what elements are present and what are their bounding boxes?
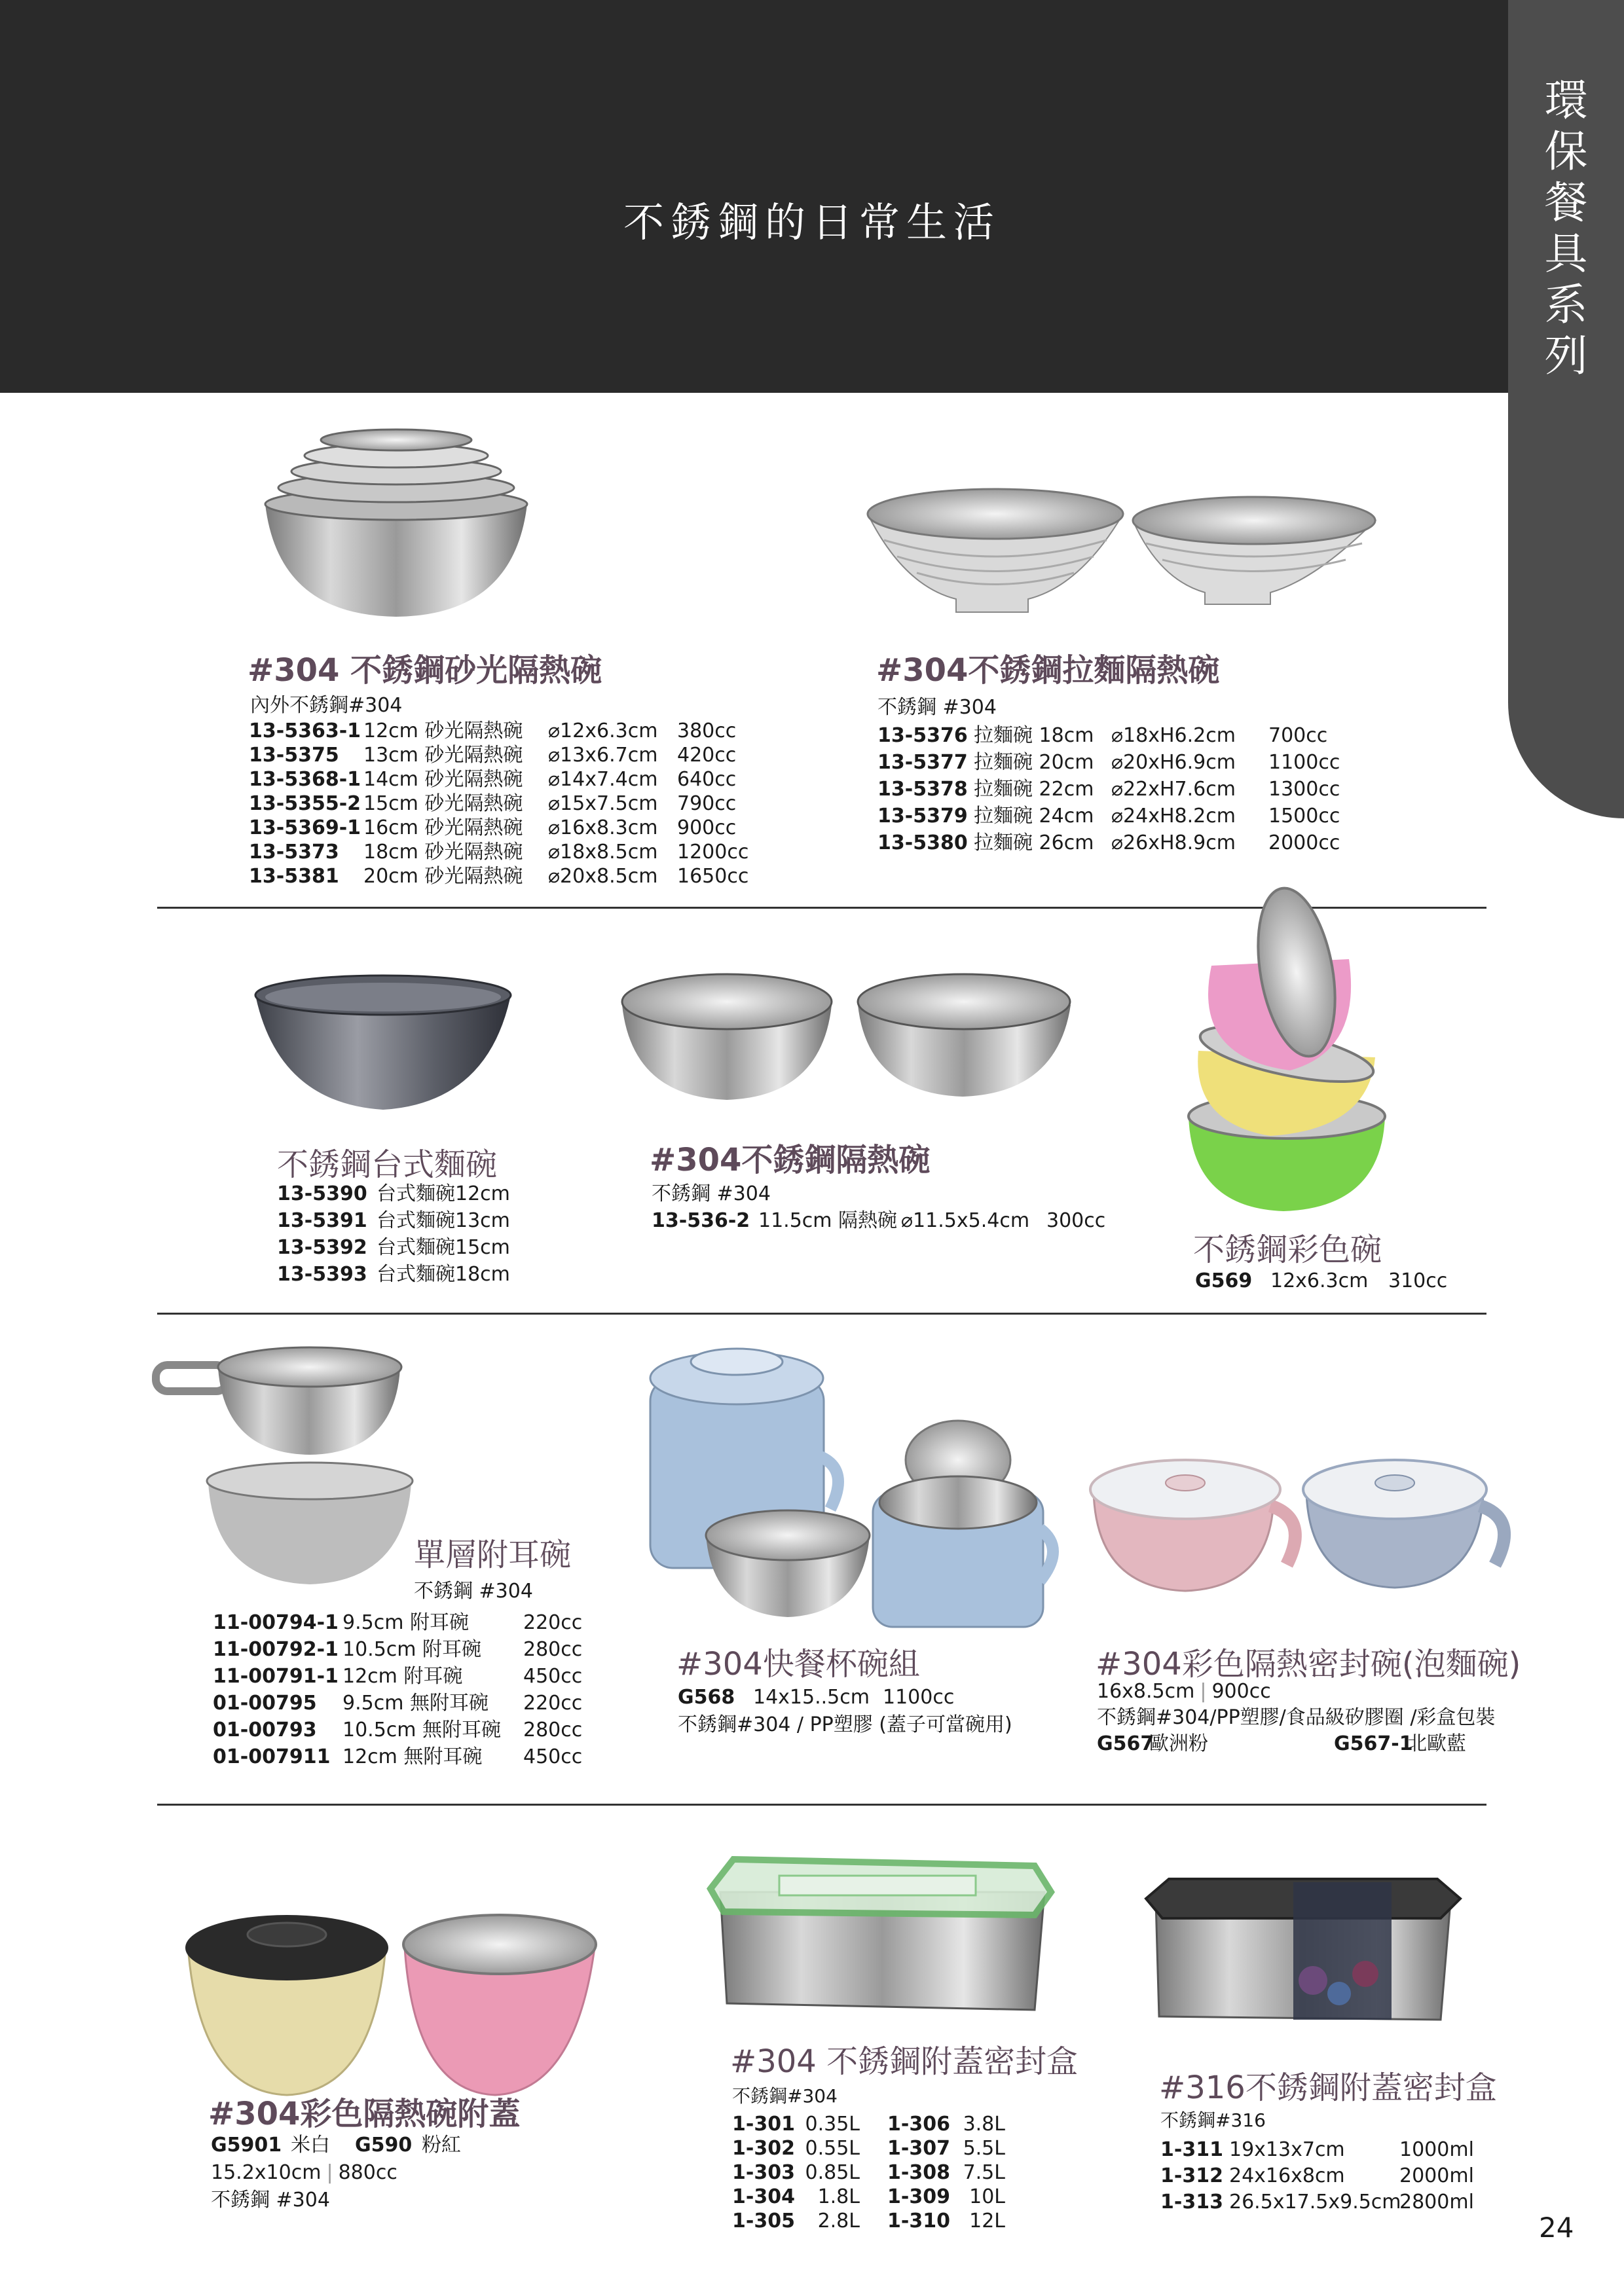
- spec-separator: |: [326, 2161, 333, 2184]
- spec-row: [877, 803, 1340, 829]
- spec-code: 1-304: [732, 2185, 795, 2208]
- spec-row: [249, 792, 748, 816]
- spec-capacity: 280cc: [523, 1719, 583, 1741]
- spec-row: [1097, 1705, 1495, 1731]
- box-304-title: #304 不銹鋼附蓋密封盒: [730, 2043, 1079, 2080]
- spec-code: 1-302: [732, 2137, 795, 2160]
- spec-name: 12cm 砂光隔熱碗: [363, 720, 523, 742]
- spec-code: 1-308: [887, 2161, 950, 2184]
- spec-capacity: 1500cc: [1268, 805, 1340, 828]
- taiwan-bowl-title: 不銹鋼台式麵碗: [277, 1146, 498, 1183]
- spec-capacity: 1100cc: [1268, 751, 1340, 774]
- spec-row: [887, 2185, 1005, 2209]
- box-304-image: [707, 1853, 1054, 2013]
- spec-size: ⌀26xH8.9cm: [1111, 831, 1236, 854]
- spec-code: 11-00792-1: [213, 1638, 339, 1661]
- spec-row: [213, 1609, 582, 1636]
- spec-name: 拉麵碗 26cm: [974, 831, 1094, 854]
- spec-capacity: 10L: [969, 2185, 1005, 2208]
- spec-capacity: 220cc: [523, 1611, 583, 1634]
- spec-row: [1160, 2137, 1474, 2163]
- box-304-spec-left: [732, 2112, 860, 2233]
- color-bowl-spec: [1195, 1269, 1447, 1293]
- spec-size: 16x8.5cm: [1097, 1680, 1195, 1703]
- spec-capacity: 450cc: [523, 1745, 583, 1768]
- spec-size: ⌀13x6.7cm: [548, 744, 658, 767]
- spec-name: 台式麵碗12cm: [377, 1182, 510, 1205]
- spec-size: ⌀14x7.4cm: [548, 768, 658, 791]
- spec-row: [249, 743, 748, 767]
- spec-capacity: 0.55L: [805, 2137, 860, 2160]
- spec-code: 13-5377: [877, 751, 968, 774]
- spec-code: 11-00794-1: [213, 1611, 339, 1634]
- spec-name: 10.5cm 無附耳碗: [342, 1719, 502, 1741]
- spec-name: 18cm 砂光隔熱碗: [363, 841, 523, 864]
- spec-capacity: 380cc: [677, 720, 737, 742]
- spec-code: 1-309: [887, 2185, 950, 2208]
- spec-capacity: 0.35L: [805, 2113, 860, 2136]
- spec-row: [1160, 2163, 1474, 2189]
- spec-material: 不銹鋼#304/PP塑膠/食品級矽膠圈 /彩盒包裝: [1097, 1706, 1496, 1729]
- spec-name: 拉麵碗 22cm: [974, 778, 1094, 801]
- spec-capacity: 3.8L: [963, 2113, 1005, 2136]
- spec-row: [678, 1711, 1012, 1739]
- spec-size: 14x15..5cm: [753, 1686, 870, 1709]
- spec-row: [732, 2185, 860, 2209]
- spec-row: [732, 2209, 860, 2233]
- ear-bowl-title: 單層附耳碗: [414, 1537, 572, 1573]
- spec-row: [887, 2112, 1005, 2136]
- spec-capacity: 790cc: [677, 792, 737, 815]
- ear-bowl-image: [153, 1329, 421, 1591]
- spec-name: 拉麵碗 24cm: [974, 805, 1094, 828]
- spec-row: [249, 840, 748, 864]
- spec-capacity: 640cc: [677, 768, 737, 791]
- spec-code: 11-00791-1: [213, 1665, 339, 1688]
- spec-row: [877, 776, 1340, 803]
- spec-size: 24x16x8cm: [1229, 2164, 1345, 2187]
- spec-code: G569: [1195, 1269, 1253, 1292]
- spec-code: 1-305: [732, 2210, 795, 2232]
- spec-capacity: 300cc: [1046, 1209, 1106, 1232]
- spec-code: 01-00795: [213, 1692, 317, 1715]
- spec-capacity: 1650cc: [677, 865, 749, 888]
- spec-capacity: 2000ml: [1399, 2164, 1474, 2187]
- spec-size: 19x13x7cm: [1229, 2138, 1345, 2161]
- spec-code: 1-313: [1160, 2191, 1223, 2214]
- spec-size: ⌀16x8.3cm: [548, 816, 658, 839]
- spec-variant: 粉紅: [422, 2134, 461, 2157]
- spec-row: [249, 767, 748, 792]
- spec-code: 13-5393: [277, 1263, 367, 1286]
- spec-code: 13-5378: [877, 778, 968, 801]
- spec-code: 1-303: [732, 2161, 795, 2184]
- spec-size: ⌀22xH7.6cm: [1111, 778, 1236, 801]
- side-tab-text: 環保餐具系列: [1544, 75, 1588, 381]
- spec-code: 01-00793: [213, 1719, 317, 1741]
- insulated-bowl-material: 不銹鋼 #304: [652, 1182, 771, 1205]
- spec-row: [249, 816, 748, 840]
- spec-row: [1097, 1731, 1495, 1757]
- spec-variant: 歐洲粉: [1149, 1732, 1208, 1755]
- spec-row: [732, 2160, 860, 2185]
- spec-capacity: 1000ml: [1399, 2138, 1474, 2161]
- ramen-bowl-image: [864, 488, 1382, 619]
- spec-name: 13cm 砂光隔熱碗: [363, 744, 523, 767]
- spec-row: [277, 1207, 510, 1234]
- spec-row: [213, 1636, 582, 1663]
- spec-capacity: 2.8L: [817, 2210, 860, 2232]
- spec-row: [887, 2209, 1005, 2233]
- ramen-bowl-material: 不銹鋼 #304: [877, 696, 997, 719]
- spec-capacity: 900cc: [1211, 1680, 1271, 1703]
- spec-code: 13-5369-1: [249, 816, 361, 839]
- spec-code: 13-5368-1: [249, 768, 361, 791]
- spec-row: [1160, 2189, 1474, 2215]
- spec-row: [678, 1684, 1012, 1711]
- taiwan-bowl-image: [252, 972, 514, 1116]
- insulated-bowl-spec-list: [652, 1209, 1105, 1233]
- spec-material: 不銹鋼 #304: [211, 2189, 330, 2212]
- spec-size: ⌀18x8.5cm: [548, 841, 658, 864]
- spec-name: 拉麵碗 18cm: [974, 724, 1094, 747]
- spec-size: ⌀12x6.3cm: [548, 720, 658, 742]
- box-316-spec-list: [1160, 2137, 1474, 2215]
- spec-code: 13-5363-1: [249, 720, 361, 742]
- spec-code: G5901: [211, 2134, 282, 2157]
- spec-size: 15.2x10cm: [211, 2161, 322, 2184]
- spec-name: 10.5cm 附耳碗: [342, 1638, 482, 1661]
- spec-name: 台式麵碗18cm: [377, 1263, 510, 1286]
- spec-row: [277, 1234, 510, 1261]
- spec-code: 1-307: [887, 2137, 950, 2160]
- spec-row: [887, 2160, 1005, 2185]
- spec-code: 13-5375: [249, 744, 339, 767]
- spec-capacity: 700cc: [1268, 724, 1328, 747]
- spec-capacity: 220cc: [523, 1692, 583, 1715]
- spec-size: ⌀20x8.5cm: [548, 865, 658, 888]
- spec-capacity: 1.8L: [817, 2185, 860, 2208]
- spec-code: 13-5380: [877, 831, 968, 854]
- ramen-bowl-spec-list: [877, 722, 1340, 856]
- spec-name: 9.5cm 無附耳碗: [342, 1692, 489, 1715]
- taiwan-bowl-spec-list: [277, 1180, 510, 1288]
- spec-code: 13-5373: [249, 841, 339, 864]
- sand-bowl-spec-list: [249, 719, 748, 888]
- page-title: 不銹鋼的日常生活: [623, 198, 1001, 246]
- spec-capacity: 0.85L: [805, 2161, 860, 2184]
- spec-capacity: 310cc: [1388, 1269, 1448, 1292]
- spec-capacity: 280cc: [523, 1638, 583, 1661]
- box-316-title: #316不銹鋼附蓋密封盒: [1159, 2069, 1497, 2106]
- spec-variant: 北歐藍: [1407, 1732, 1466, 1755]
- spec-capacity: 2000cc: [1268, 831, 1340, 854]
- spec-capacity: 1100cc: [883, 1686, 955, 1709]
- spec-capacity: 450cc: [523, 1665, 583, 1688]
- spec-code: 01-007911: [213, 1745, 331, 1768]
- side-tab-label: [1508, 75, 1624, 382]
- spec-code: G567: [1097, 1732, 1154, 1755]
- spec-row: [213, 1743, 582, 1770]
- spec-size: ⌀24xH8.2cm: [1111, 805, 1236, 828]
- spec-code: 1-310: [887, 2210, 950, 2232]
- spec-name: 9.5cm 附耳碗: [342, 1611, 469, 1634]
- spec-code: 13-5376: [877, 724, 968, 747]
- spec-name: 12cm 附耳碗: [342, 1665, 463, 1688]
- spec-name: 20cm 砂光隔熱碗: [363, 865, 523, 888]
- spec-capacity: 12L: [969, 2210, 1005, 2232]
- cup-bowl-set-spec: [678, 1684, 1012, 1739]
- sealed-bowl-image: [1084, 1447, 1509, 1597]
- sealed-bowl-title: #304彩色隔熱密封碗(泡麵碗): [1096, 1646, 1521, 1683]
- spec-name: 拉麵碗 20cm: [974, 751, 1094, 774]
- spec-code: 13-5355-2: [249, 792, 361, 815]
- spec-name: 11.5cm 隔熱碗: [758, 1209, 898, 1232]
- insulated-bowl-image: [619, 966, 1077, 1103]
- ear-bowl-spec-list: [213, 1609, 582, 1770]
- spec-name: 台式麵碗13cm: [377, 1209, 510, 1232]
- box-304-material: 不銹鋼#304: [732, 2085, 838, 2107]
- spec-size: 12x6.3cm: [1270, 1269, 1369, 1292]
- sealed-bowl-spec: [1097, 1679, 1495, 1757]
- sand-bowl-material: 內外不銹鋼#304: [250, 694, 403, 717]
- spec-capacity: 880cc: [338, 2161, 397, 2184]
- spec-row: [277, 1180, 510, 1207]
- spec-code: 13-536-2: [652, 1209, 750, 1232]
- spec-code: 13-5390: [277, 1182, 367, 1205]
- spec-size: ⌀15x7.5cm: [548, 792, 658, 815]
- spec-code: 13-5381: [249, 865, 339, 888]
- spec-row: [277, 1261, 510, 1288]
- spec-row: [211, 2187, 461, 2214]
- spec-material: 不銹鋼#304 / PP塑膠 (蓋子可當碗用): [678, 1713, 1012, 1736]
- spec-row: [877, 749, 1340, 776]
- spec-row: [213, 1717, 582, 1743]
- spec-code: 1-311: [1160, 2138, 1223, 2161]
- spec-row: [211, 2159, 461, 2187]
- spec-code: 1-301: [732, 2113, 795, 2136]
- insulated-bowl-title: #304不銹鋼隔熱碗: [650, 1142, 931, 1178]
- spec-row: [732, 2112, 860, 2136]
- spec-capacity: 5.5L: [963, 2137, 1005, 2160]
- spec-name: 15cm 砂光隔熱碗: [363, 792, 523, 815]
- ear-bowl-material: 不銹鋼 #304: [414, 1580, 533, 1603]
- spec-code: G567-1: [1334, 1732, 1413, 1755]
- spec-capacity: 900cc: [677, 816, 737, 839]
- spec-row: [249, 719, 748, 743]
- box-316-material: 不銹鋼#316: [1160, 2109, 1266, 2131]
- sand-bowl-image: [259, 426, 534, 622]
- spec-row: [211, 2132, 461, 2159]
- lid-bowl-title: #304彩色隔熱碗附蓋: [208, 2096, 521, 2132]
- spec-row: [213, 1690, 582, 1717]
- spec-code: 13-5379: [877, 805, 968, 828]
- spec-capacity: 1200cc: [677, 841, 749, 864]
- spec-size: 26.5x17.5x9.5cm: [1229, 2191, 1401, 2214]
- sand-bowl-title: #304 不銹鋼砂光隔熱碗: [248, 652, 602, 689]
- lid-bowl-spec: [211, 2132, 461, 2214]
- spec-code: 13-5391: [277, 1209, 367, 1232]
- cup-bowl-set-title: #304快餐杯碗組: [676, 1646, 920, 1683]
- spec-row: [877, 829, 1340, 856]
- ramen-bowl-title: #304不銹鋼拉麵隔熱碗: [876, 652, 1220, 689]
- spec-code: 13-5392: [277, 1236, 367, 1259]
- page-number: 24: [1539, 2212, 1574, 2244]
- box-316-image: [1143, 1869, 1464, 2026]
- spec-variant: 米白: [291, 2134, 330, 2157]
- lid-bowl-image: [182, 1908, 601, 2098]
- spec-size: ⌀11.5x5.4cm: [901, 1209, 1030, 1232]
- spec-row: [213, 1663, 582, 1690]
- spec-code: G568: [678, 1686, 735, 1709]
- spec-name: 16cm 砂光隔熱碗: [363, 816, 523, 839]
- spec-code: 1-312: [1160, 2164, 1223, 2187]
- section-divider: [157, 1313, 1486, 1315]
- spec-code: G590: [355, 2134, 413, 2157]
- spec-size: ⌀20xH6.9cm: [1111, 751, 1236, 774]
- spec-name: 台式麵碗15cm: [377, 1236, 510, 1259]
- spec-capacity: 2800ml: [1399, 2191, 1474, 2214]
- spec-capacity: 420cc: [677, 744, 737, 767]
- cup-bowl-set-image: [647, 1345, 1053, 1633]
- spec-row: [249, 864, 748, 888]
- color-bowl-title: 不銹鋼彩色碗: [1193, 1231, 1382, 1268]
- spec-row: [1097, 1679, 1495, 1705]
- spec-capacity: 7.5L: [963, 2161, 1005, 2184]
- spec-row: [732, 2136, 860, 2160]
- spec-row: [877, 722, 1340, 749]
- box-304-spec-right: [887, 2112, 1005, 2233]
- spec-capacity: 1300cc: [1268, 778, 1340, 801]
- spec-code: 1-306: [887, 2113, 950, 2136]
- spec-name: 14cm 砂光隔熱碗: [363, 768, 523, 791]
- spec-name: 12cm 無附耳碗: [342, 1745, 483, 1768]
- section-divider: [157, 1804, 1486, 1806]
- spec-row: [652, 1209, 1105, 1233]
- spec-separator: |: [1200, 1680, 1207, 1703]
- spec-row: [1195, 1269, 1447, 1293]
- color-bowl-image: [1185, 920, 1388, 1214]
- spec-size: ⌀18xH6.2cm: [1111, 724, 1236, 747]
- spec-row: [887, 2136, 1005, 2160]
